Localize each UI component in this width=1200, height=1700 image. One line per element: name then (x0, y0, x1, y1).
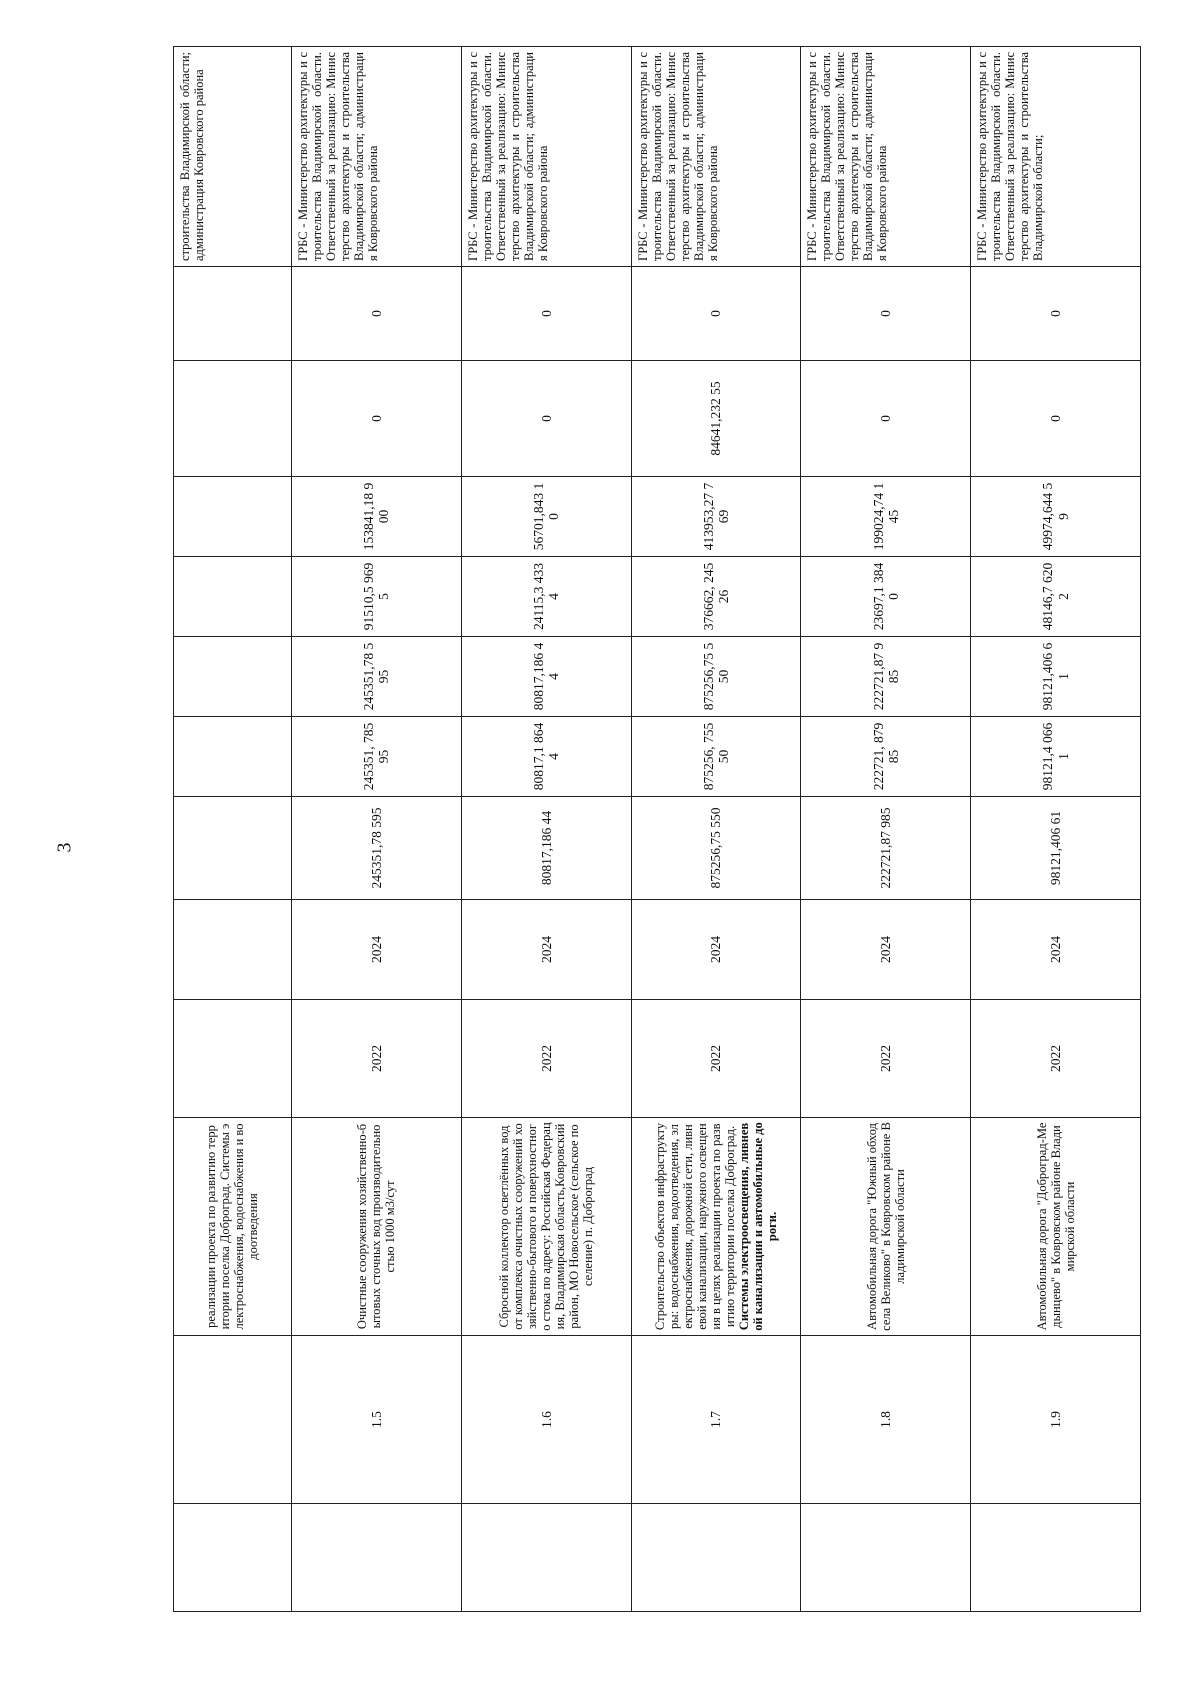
project-name-cell (174, 1118, 292, 1336)
amount-cell-v6: 0 (971, 361, 1141, 477)
amount-cell-v5 (174, 477, 292, 557)
amount-cell-v1 (174, 797, 292, 900)
amount-cell-v4: 91510,5 9695 (291, 557, 461, 637)
amount-cell-v1: 98121,406 61 (971, 797, 1141, 900)
amount-cell-v7 (174, 267, 292, 361)
responsible-cell: ГРБС - Министерство архитектуры и строительства Владимирской области. Ответственный за реализацию: Министерство архитектуры и строительства Владимирской области; администрация Ковровского района (291, 47, 461, 267)
item-code-cell: 1.8 (801, 1336, 971, 1504)
empty-cell (291, 1504, 461, 1612)
amount-cell-v3: 222721,87 985 (801, 637, 971, 717)
amount-cell-v6: 0 (801, 361, 971, 477)
project-name-bold: Системы электроосвещения, ливневой канализации и автомобильные дороги. (736, 1122, 779, 1331)
amount-cell-v6: 0 (291, 361, 461, 477)
amount-cell-v1: 222721,87 985 (801, 797, 971, 900)
table-row (291, 47, 461, 1612)
responsible-cell: строительства Владимирской области; администрация Ковровского района (174, 47, 292, 267)
amount-cell-v7: 0 (631, 267, 801, 361)
empty-cell (631, 1504, 801, 1612)
project-name: Строительство объектов инфраструктуры: водоснабжения, водоотведения, электроснабжения, дорожной сети, ливневой канализации, наружного освещения в целях реализации проекта по развитию территории поселка Доброград. (652, 1122, 737, 1331)
table-row (631, 47, 801, 1612)
rotated-table-container (173, 47, 1141, 1612)
amount-cell-v2 (174, 717, 292, 797)
project-name-cell (291, 1118, 461, 1336)
end-year-cell: 2024 (801, 900, 971, 1000)
table-row (461, 47, 631, 1612)
end-year-cell: 2024 (971, 900, 1141, 1000)
project-name-cell (631, 1118, 801, 1336)
amount-cell-v1: 80817,186 44 (461, 797, 631, 900)
responsible-cell: ГРБС - Министерство архитектуры и строительства Владимирской области. Ответственный за реализацию: Министерство архитектуры и строительства Владимирской области; администрация Ковровского района (461, 47, 631, 267)
amount-cell-v3 (174, 637, 292, 717)
amount-cell-v7: 0 (971, 267, 1141, 361)
item-code-cell: 1.7 (631, 1336, 801, 1504)
amount-cell-v3: 98121,406 61 (971, 637, 1141, 717)
end-year-cell: 2024 (631, 900, 801, 1000)
start-year-cell: 2022 (461, 1000, 631, 1118)
start-year-cell: 2022 (971, 1000, 1141, 1118)
start-year-cell (174, 1000, 292, 1118)
amount-cell-v7: 0 (291, 267, 461, 361)
project-name-cell (461, 1118, 631, 1336)
start-year-cell: 2022 (631, 1000, 801, 1118)
empty-cell (174, 1504, 292, 1612)
end-year-cell (174, 900, 292, 1000)
empty-cell (971, 1504, 1141, 1612)
amount-cell-v4: 24115,3 4334 (461, 557, 631, 637)
amount-cell-v4: 376662, 24526 (631, 557, 801, 637)
amount-cell-v1: 875256,75 550 (631, 797, 801, 900)
budget-table (173, 46, 1141, 1612)
amount-cell-v6: 84641,232 55 (631, 361, 801, 477)
amount-cell-v5: 199024,74 145 (801, 477, 971, 557)
empty-cell (801, 1504, 971, 1612)
start-year-cell: 2022 (801, 1000, 971, 1118)
item-code-cell: 1.6 (461, 1336, 631, 1504)
item-code-cell: 1.9 (971, 1336, 1141, 1504)
amount-cell-v6: 0 (461, 361, 631, 477)
amount-cell-v5: 413953,27 769 (631, 477, 801, 557)
project-name: Автомобильная дорога "Южный обход села Великово" в Ковровском районе Владимирской области (864, 1122, 907, 1331)
end-year-cell: 2024 (291, 900, 461, 1000)
table-row (801, 47, 971, 1612)
table-row (174, 47, 292, 1612)
amount-cell-v2: 245351, 78595 (291, 717, 461, 797)
amount-cell-v2: 222721, 87985 (801, 717, 971, 797)
amount-cell-v5: 153841,18 900 (291, 477, 461, 557)
amount-cell-v6 (174, 361, 292, 477)
table-row (971, 47, 1141, 1612)
amount-cell-v2: 80817,1 8644 (461, 717, 631, 797)
project-name-cell (801, 1118, 971, 1336)
page-number: 3 (53, 842, 76, 853)
project-name: Очистные сооружения хозяйственно-бытовых сточных вод производительностью 1000 м3/сут (355, 1123, 398, 1330)
amount-cell-v3: 875256,75 550 (631, 637, 801, 717)
start-year-cell: 2022 (291, 1000, 461, 1118)
amount-cell-v3: 245351,78 595 (291, 637, 461, 717)
responsible-cell: ГРБС - Министерство архитектуры и строительства Владимирской области. Ответственный за реализацию: Министерство архитектуры и строительства Владимирской области; администрация Ковровского района (801, 47, 971, 267)
amount-cell-v3: 80817,186 44 (461, 637, 631, 717)
amount-cell-v7: 0 (801, 267, 971, 361)
amount-cell-v2: 98121,4 0661 (971, 717, 1141, 797)
empty-cell (461, 1504, 631, 1612)
end-year-cell: 2024 (461, 900, 631, 1000)
project-name-cell (971, 1118, 1141, 1336)
project-name: реализации проекта по развитию территории поселка Доброград. Системы электроснабжения, водоснабжения и водоотведения (204, 1123, 261, 1330)
item-code-cell: 1.5 (291, 1336, 461, 1504)
responsible-cell: ГРБС - Министерство архитектуры и строительства Владимирской области. Ответственный за реализацию: Министерство архитектуры и строительства Владимирской области; администрация Ковровского района (631, 47, 801, 267)
amount-cell-v1: 245351,78 595 (291, 797, 461, 900)
item-code-cell (174, 1336, 292, 1504)
amount-cell-v2: 875256, 75550 (631, 717, 801, 797)
amount-cell-v4 (174, 557, 292, 637)
amount-cell-v5: 56701,843 10 (461, 477, 631, 557)
amount-cell-v4: 48146,7 6202 (971, 557, 1141, 637)
project-name: Сбросной коллектор осветлённых вод от комплекса очистных сооружений хозяйственно-бытового и поверхностного стока по адресу: Российская Федерация, Владимирская область,Ковровский район, МО Новосельское (сельское поселение) п. Доброград (497, 1122, 596, 1331)
amount-cell-v7: 0 (461, 267, 631, 361)
responsible-cell: ГРБС - Министерство архитектуры и строительства Владимирской области. Ответственный за реализацию: Министерство архитектуры и строительства Владимирской области; (971, 47, 1141, 267)
amount-cell-v4: 23697,1 3840 (801, 557, 971, 637)
project-name: Автомобильная дорога "Доброград-Медынцево" в Ковровском районе Владимирской области (1034, 1122, 1077, 1331)
amount-cell-v5: 49974,644 59 (971, 477, 1141, 557)
